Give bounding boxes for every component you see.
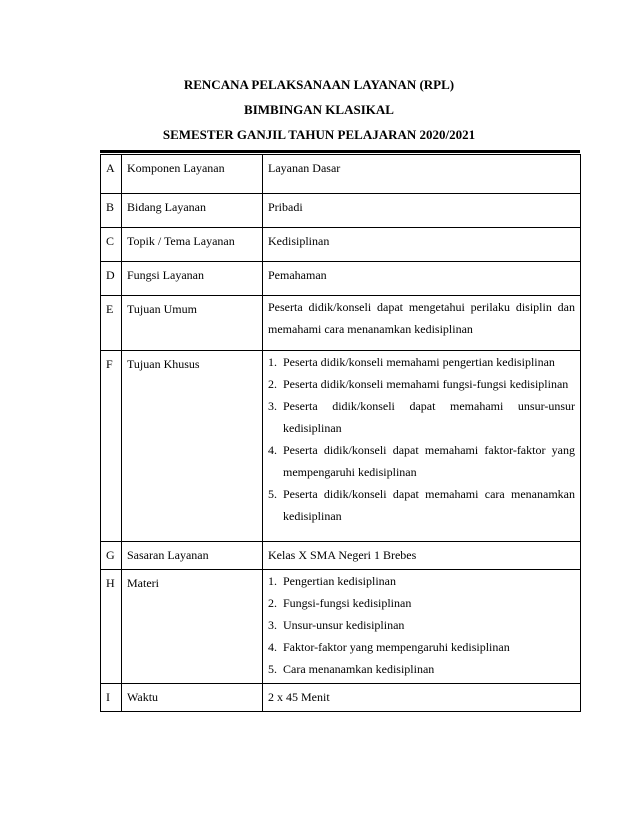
- list-item: [268, 592, 575, 614]
- list-item-number: 3.: [268, 618, 277, 632]
- row-value: Kelas X SMA Negeri 1 Brebes: [263, 542, 581, 570]
- list-item-number: 1.: [268, 355, 277, 369]
- row-value: [263, 570, 581, 684]
- row-label: Tujuan Umum: [122, 296, 263, 351]
- rpl-table-container: [100, 150, 580, 712]
- list-item: [268, 439, 575, 483]
- materi-list: [268, 570, 575, 680]
- table-row: [101, 262, 581, 296]
- list-item: [268, 373, 575, 395]
- row-letter: F: [101, 351, 122, 542]
- row-letter: D: [101, 262, 122, 296]
- list-item-number: 1.: [268, 574, 277, 588]
- list-item-number: 5.: [268, 662, 277, 676]
- list-item: [268, 658, 575, 680]
- row-value: [263, 351, 581, 542]
- list-item-number: 4.: [268, 443, 277, 457]
- row-value: Pemahaman: [263, 262, 581, 296]
- document-semester: SEMESTER GANJIL TAHUN PELAJARAN 2020/2021: [162, 127, 476, 142]
- table-row: [101, 542, 581, 570]
- list-item-number: 2.: [268, 377, 277, 391]
- list-item-text: Unsur-unsur kedisiplinan: [283, 618, 405, 632]
- list-item-text: Peserta didik/konseli dapat memahami faktor-faktor yang mempengaruhi kedisiplinan: [283, 443, 575, 479]
- row-label: Fungsi Layanan: [122, 262, 263, 296]
- table-row: [101, 194, 581, 228]
- row-label: Bidang Layanan: [122, 194, 263, 228]
- row-letter: G: [101, 542, 122, 570]
- list-item-number: 4.: [268, 640, 277, 654]
- row-label: Tujuan Khusus: [122, 351, 263, 542]
- list-item-text: Faktor-faktor yang mempengaruhi kedisiplinan: [283, 640, 510, 654]
- table-row: [101, 351, 581, 542]
- row-value: Layanan Dasar: [263, 155, 581, 194]
- list-item-text: Peserta didik/konseli memahami pengertian kedisiplinan: [283, 355, 555, 369]
- table-row: [101, 684, 581, 712]
- row-label: Sasaran Layanan: [122, 542, 263, 570]
- table-row: [101, 570, 581, 684]
- row-letter: C: [101, 228, 122, 262]
- list-item: [268, 614, 575, 636]
- list-item-text: Cara menanamkan kedisiplinan: [283, 662, 435, 676]
- table-row: [101, 228, 581, 262]
- document-header: [0, 72, 638, 147]
- list-item: [268, 636, 575, 658]
- rpl-table: [100, 154, 581, 712]
- row-label: Waktu: [122, 684, 263, 712]
- table-row: [101, 296, 581, 351]
- row-letter: H: [101, 570, 122, 684]
- row-value: 2 x 45 Menit: [263, 684, 581, 712]
- row-value: Pribadi: [263, 194, 581, 228]
- row-letter: E: [101, 296, 122, 351]
- list-item-text: Peserta didik/konseli dapat memahami cara menanamkan kedisiplinan: [283, 487, 575, 523]
- row-letter: I: [101, 684, 122, 712]
- list-item-text: Fungsi-fungsi kedisiplinan: [283, 596, 412, 610]
- document-title: RENCANA PELAKSANAAN LAYANAN (RPL): [183, 77, 455, 92]
- list-item: [268, 395, 575, 439]
- row-letter: B: [101, 194, 122, 228]
- row-label: Topik / Tema Layanan: [122, 228, 263, 262]
- top-double-rule: [100, 150, 580, 153]
- list-item: [268, 351, 575, 373]
- list-item-number: 2.: [268, 596, 277, 610]
- list-item-text: Peserta didik/konseli memahami fungsi-fungsi kedisiplinan: [283, 377, 569, 391]
- row-label: Materi: [122, 570, 263, 684]
- list-item-number: 3.: [268, 399, 277, 413]
- list-item-text: Pengertian kedisiplinan: [283, 574, 396, 588]
- list-item-number: 5.: [268, 487, 277, 501]
- row-value: Peserta didik/konseli dapat mengetahui perilaku disiplin dan memahami cara menanamkan kedisiplinan: [263, 296, 581, 351]
- row-label: Komponen Layanan: [122, 155, 263, 194]
- row-value: Kedisiplinan: [263, 228, 581, 262]
- list-item-text: Peserta didik/konseli dapat memahami unsur-unsur kedisiplinan: [283, 399, 575, 435]
- table-row: [101, 155, 581, 194]
- tujuan-khusus-list: [268, 351, 575, 527]
- document-subtitle: BIMBINGAN KLASIKAL: [244, 102, 394, 117]
- list-item: [268, 570, 575, 592]
- list-item: [268, 483, 575, 527]
- row-letter: A: [101, 155, 122, 194]
